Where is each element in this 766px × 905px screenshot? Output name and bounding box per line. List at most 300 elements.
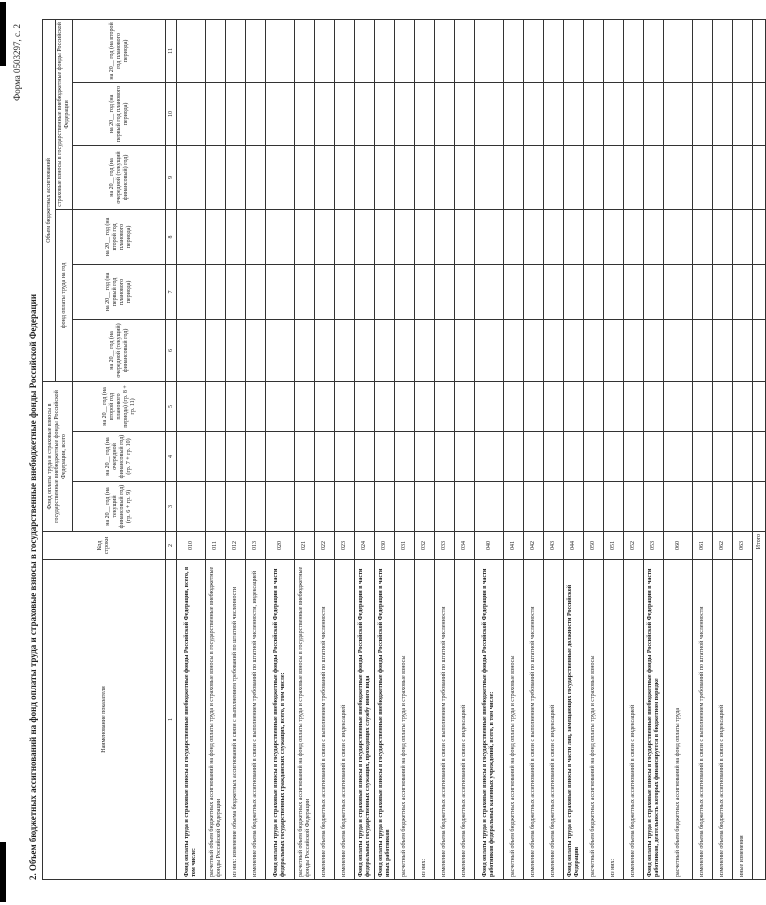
value-cell[interactable] (504, 209, 524, 264)
value-cell[interactable] (355, 381, 375, 431)
value-cell[interactable] (206, 264, 226, 319)
value-cell[interactable] (584, 82, 604, 145)
value-cell[interactable] (355, 19, 375, 82)
value-cell[interactable] (415, 145, 435, 209)
value-cell[interactable] (524, 145, 544, 209)
indicator-name: расчетный объем бюджетных ассигнований на фонд оплаты труда и страховые взносы в государственные внебюджетные фонды Российской Федерации (206, 560, 226, 880)
indicator-name: Фонд оплаты труда и страховые взносы в государственные внебюджетные фонды Российской Федерации в части работников, деятельность которых финансируется в бюджетном порядке (644, 560, 664, 880)
value-cell[interactable] (355, 82, 375, 145)
value-cell[interactable] (504, 381, 524, 431)
value-cell[interactable] (713, 482, 733, 532)
header-col7: на 20__ год (на первый год планового периода) (73, 264, 166, 319)
value-cell[interactable] (315, 432, 335, 482)
value-cell[interactable] (504, 482, 524, 532)
row-code: 024 (355, 532, 375, 560)
value-cell[interactable] (475, 209, 504, 264)
value-cell[interactable] (475, 82, 504, 145)
value-cell[interactable] (375, 381, 395, 431)
value-cell[interactable] (455, 145, 475, 209)
value-cell[interactable] (375, 145, 395, 209)
value-cell[interactable] (375, 264, 395, 319)
value-cell[interactable] (355, 145, 375, 209)
value-cell[interactable] (693, 432, 713, 482)
total-value-cell[interactable] (753, 264, 766, 319)
value-cell[interactable] (564, 482, 584, 532)
value-cell[interactable] (455, 82, 475, 145)
value-cell[interactable] (524, 319, 544, 381)
value-cell[interactable] (226, 319, 246, 381)
value-cell[interactable] (733, 264, 753, 319)
value-cell[interactable] (624, 264, 644, 319)
value-cell[interactable] (504, 82, 524, 145)
value-cell[interactable] (644, 82, 664, 145)
value-cell[interactable] (504, 319, 524, 381)
value-cell[interactable] (664, 82, 693, 145)
value-cell[interactable] (177, 432, 206, 482)
value-cell[interactable] (584, 145, 604, 209)
value-cell[interactable] (177, 264, 206, 319)
table-row (564, 19, 584, 879)
column-number: 2 (166, 532, 177, 560)
value-cell[interactable] (604, 432, 624, 482)
value-cell[interactable] (733, 19, 753, 82)
value-cell[interactable] (355, 482, 375, 532)
value-cell[interactable] (544, 264, 564, 319)
value-cell[interactable] (504, 145, 524, 209)
value-cell[interactable] (624, 432, 644, 482)
value-cell[interactable] (644, 381, 664, 431)
total-value-cell[interactable] (753, 209, 766, 264)
column-numbers-row (166, 19, 177, 879)
column-number: 4 (166, 432, 177, 482)
value-cell[interactable] (435, 19, 455, 82)
value-cell[interactable] (415, 19, 435, 82)
row-code: 012 (226, 532, 246, 560)
value-cell[interactable] (564, 82, 584, 145)
value-cell[interactable] (564, 19, 584, 82)
value-cell[interactable] (395, 209, 415, 264)
value-cell[interactable] (177, 209, 206, 264)
value-cell[interactable] (524, 482, 544, 532)
value-cell[interactable] (604, 381, 624, 431)
value-cell[interactable] (664, 19, 693, 82)
value-cell[interactable] (355, 209, 375, 264)
indicator-name: Фонд оплаты труда и страховые взносы в государственные внебюджетные фонды Российской Федерации, всего, в том числе: (177, 560, 206, 880)
header-code: Код строки (43, 532, 166, 560)
value-cell[interactable] (455, 381, 475, 431)
value-cell[interactable] (266, 209, 295, 264)
value-cell[interactable] (584, 381, 604, 431)
value-cell[interactable] (395, 82, 415, 145)
value-cell[interactable] (504, 432, 524, 482)
value-cell[interactable] (206, 381, 226, 431)
value-cell[interactable] (664, 381, 693, 431)
value-cell[interactable] (544, 432, 564, 482)
value-cell[interactable] (375, 432, 395, 482)
row-code: 053 (644, 532, 664, 560)
value-cell[interactable] (564, 264, 584, 319)
value-cell[interactable] (475, 381, 504, 431)
header-col3: на 20__ год (на текущий финансовый год) (гр. 6 + гр. 9) (73, 482, 166, 532)
value-cell[interactable] (475, 432, 504, 482)
value-cell[interactable] (315, 209, 335, 264)
header-col10: на 20__ год (на первый год планового периода) (73, 82, 166, 145)
header-col6: на 20__ год (на очередной (текущий) финансовый год) (73, 319, 166, 381)
value-cell[interactable] (295, 381, 315, 431)
value-cell[interactable] (335, 381, 355, 431)
value-cell[interactable] (584, 209, 604, 264)
row-code: 043 (544, 532, 564, 560)
value-cell[interactable] (206, 319, 226, 381)
value-cell[interactable] (226, 482, 246, 532)
value-cell[interactable] (733, 482, 753, 532)
value-cell[interactable] (564, 145, 584, 209)
value-cell[interactable] (226, 19, 246, 82)
value-cell[interactable] (604, 145, 624, 209)
value-cell[interactable] (544, 145, 564, 209)
value-cell[interactable] (295, 482, 315, 532)
value-cell[interactable] (415, 482, 435, 532)
table-body (177, 19, 766, 879)
total-value-cell[interactable] (753, 482, 766, 532)
value-cell[interactable] (544, 482, 564, 532)
value-cell[interactable] (664, 319, 693, 381)
value-cell[interactable] (395, 319, 415, 381)
value-cell[interactable] (544, 381, 564, 431)
header-col11: на 20__ год (на второй год планового периода) (73, 19, 166, 82)
value-cell[interactable] (335, 482, 355, 532)
value-cell[interactable] (355, 319, 375, 381)
value-cell[interactable] (693, 19, 713, 82)
value-cell[interactable] (584, 482, 604, 532)
value-cell[interactable] (335, 209, 355, 264)
value-cell[interactable] (713, 432, 733, 482)
value-cell[interactable] (435, 264, 455, 319)
value-cell[interactable] (266, 319, 295, 381)
value-cell[interactable] (644, 432, 664, 482)
value-cell[interactable] (584, 264, 604, 319)
value-cell[interactable] (524, 209, 544, 264)
value-cell[interactable] (226, 381, 246, 431)
value-cell[interactable] (315, 19, 335, 82)
value-cell[interactable] (295, 264, 315, 319)
table-row (266, 19, 295, 879)
total-value-cell[interactable] (753, 19, 766, 82)
value-cell[interactable] (206, 145, 226, 209)
value-cell[interactable] (693, 145, 713, 209)
table-row (395, 19, 415, 879)
value-cell[interactable] (266, 145, 295, 209)
value-cell[interactable] (455, 19, 475, 82)
column-number: 8 (166, 209, 177, 264)
value-cell[interactable] (713, 82, 733, 145)
row-code: 013 (246, 532, 266, 560)
row-code: 033 (435, 532, 455, 560)
value-cell[interactable] (177, 82, 206, 145)
value-cell[interactable] (713, 19, 733, 82)
value-cell[interactable] (524, 82, 544, 145)
total-value-cell[interactable] (753, 432, 766, 482)
total-value-cell[interactable] (753, 381, 766, 431)
value-cell[interactable] (524, 19, 544, 82)
header-indicator: Наименование показателя (43, 560, 166, 880)
value-cell[interactable] (713, 381, 733, 431)
value-cell[interactable] (584, 19, 604, 82)
value-cell[interactable] (435, 209, 455, 264)
indicator-name: изменение объема бюджетных ассигнований в связи с выполнением требований по штатной численности, индексацией (246, 560, 266, 880)
value-cell[interactable] (206, 82, 226, 145)
value-cell[interactable] (475, 319, 504, 381)
value-cell[interactable] (475, 264, 504, 319)
value-cell[interactable] (206, 209, 226, 264)
indicator-name: изменение объема бюджетных ассигнований в связи с индексацией (335, 560, 355, 880)
value-cell[interactable] (693, 381, 713, 431)
value-cell[interactable] (455, 319, 475, 381)
value-cell[interactable] (246, 319, 266, 381)
value-cell[interactable] (226, 145, 246, 209)
value-cell[interactable] (435, 432, 455, 482)
value-cell[interactable] (415, 432, 435, 482)
value-cell[interactable] (206, 482, 226, 532)
value-cell[interactable] (455, 482, 475, 532)
value-cell[interactable] (295, 145, 315, 209)
value-cell[interactable] (475, 482, 504, 532)
value-cell[interactable] (335, 319, 355, 381)
indicator-name: иные изменения (733, 560, 753, 880)
value-cell[interactable] (604, 82, 624, 145)
value-cell[interactable] (693, 209, 713, 264)
value-cell[interactable] (435, 381, 455, 431)
value-cell[interactable] (295, 82, 315, 145)
value-cell[interactable] (177, 319, 206, 381)
value-cell[interactable] (246, 381, 266, 431)
value-cell[interactable] (564, 319, 584, 381)
header-col8: на 20__ год (на второй год планового периода) (73, 209, 166, 264)
total-label: Итого (753, 532, 766, 880)
indicator-name: расчетный объем бюджетных ассигнований на фонд оплаты труда и страховые взносы (504, 560, 524, 880)
value-cell[interactable] (624, 381, 644, 431)
value-cell[interactable] (315, 264, 335, 319)
total-value-cell[interactable] (753, 145, 766, 209)
value-cell[interactable] (664, 432, 693, 482)
value-cell[interactable] (644, 145, 664, 209)
indicator-name: Фонд оплаты труда и страховые взносы в государственные внебюджетные фонды Российской Федерации в части работников федеральных казенных учреждений, всего, в том числе: (475, 560, 504, 880)
value-cell[interactable] (177, 19, 206, 82)
value-cell[interactable] (226, 264, 246, 319)
value-cell[interactable] (644, 19, 664, 82)
value-cell[interactable] (544, 19, 564, 82)
value-cell[interactable] (246, 482, 266, 532)
value-cell[interactable] (664, 482, 693, 532)
value-cell[interactable] (713, 319, 733, 381)
value-cell[interactable] (604, 19, 624, 82)
value-cell[interactable] (733, 432, 753, 482)
indicator-name: изменение объема бюджетных ассигнований в связи с выполнением требований по штатной численности (524, 560, 544, 880)
value-cell[interactable] (604, 482, 624, 532)
value-cell[interactable] (693, 82, 713, 145)
value-cell[interactable] (335, 432, 355, 482)
value-cell[interactable] (693, 482, 713, 532)
column-number: 1 (166, 560, 177, 880)
value-cell[interactable] (395, 264, 415, 319)
column-number: 6 (166, 319, 177, 381)
value-cell[interactable] (266, 82, 295, 145)
column-number: 5 (166, 381, 177, 431)
row-code: 011 (206, 532, 226, 560)
value-cell[interactable] (295, 209, 315, 264)
value-cell[interactable] (664, 209, 693, 264)
value-cell[interactable] (524, 264, 544, 319)
value-cell[interactable] (266, 264, 295, 319)
value-cell[interactable] (315, 82, 335, 145)
value-cell[interactable] (315, 381, 335, 431)
indicator-name: изменение объема бюджетных ассигнований в связи с индексацией (624, 560, 644, 880)
value-cell[interactable] (375, 319, 395, 381)
value-cell[interactable] (733, 82, 753, 145)
value-cell[interactable] (335, 264, 355, 319)
value-cell[interactable] (693, 264, 713, 319)
value-cell[interactable] (226, 82, 246, 145)
value-cell[interactable] (475, 145, 504, 209)
value-cell[interactable] (644, 319, 664, 381)
value-cell[interactable] (584, 319, 604, 381)
value-cell[interactable] (415, 381, 435, 431)
value-cell[interactable] (733, 381, 753, 431)
value-cell[interactable] (266, 432, 295, 482)
value-cell[interactable] (395, 432, 415, 482)
value-cell[interactable] (644, 209, 664, 264)
value-cell[interactable] (475, 19, 504, 82)
value-cell[interactable] (177, 145, 206, 209)
value-cell[interactable] (624, 82, 644, 145)
value-cell[interactable] (524, 381, 544, 431)
row-code: 030 (375, 532, 395, 560)
value-cell[interactable] (713, 145, 733, 209)
total-value-cell[interactable] (753, 319, 766, 381)
value-cell[interactable] (315, 482, 335, 532)
value-cell[interactable] (335, 19, 355, 82)
value-cell[interactable] (246, 19, 266, 82)
value-cell[interactable] (355, 264, 375, 319)
value-cell[interactable] (335, 145, 355, 209)
value-cell[interactable] (415, 319, 435, 381)
value-cell[interactable] (315, 145, 335, 209)
value-cell[interactable] (177, 381, 206, 431)
value-cell[interactable] (544, 82, 564, 145)
value-cell[interactable] (246, 432, 266, 482)
value-cell[interactable] (295, 432, 315, 482)
value-cell[interactable] (664, 145, 693, 209)
value-cell[interactable] (415, 264, 435, 319)
value-cell[interactable] (295, 19, 315, 82)
value-cell[interactable] (644, 482, 664, 532)
value-cell[interactable] (375, 19, 395, 82)
value-cell[interactable] (435, 482, 455, 532)
value-cell[interactable] (375, 82, 395, 145)
value-cell[interactable] (435, 145, 455, 209)
value-cell[interactable] (624, 319, 644, 381)
value-cell[interactable] (266, 381, 295, 431)
value-cell[interactable] (733, 145, 753, 209)
table-row (644, 19, 664, 879)
value-cell[interactable] (664, 264, 693, 319)
value-cell[interactable] (395, 145, 415, 209)
value-cell[interactable] (624, 209, 644, 264)
value-cell[interactable] (455, 264, 475, 319)
value-cell[interactable] (713, 209, 733, 264)
value-cell[interactable] (435, 82, 455, 145)
indicator-name: Фонд оплаты труда и страховые взносы в государственные внебюджетные фонды Российской Федерации в части иных работников (375, 560, 395, 880)
value-cell[interactable] (246, 264, 266, 319)
row-code: 021 (295, 532, 315, 560)
value-cell[interactable] (564, 432, 584, 482)
value-cell[interactable] (246, 145, 266, 209)
value-cell[interactable] (624, 19, 644, 82)
value-cell[interactable] (206, 19, 226, 82)
value-cell[interactable] (624, 482, 644, 532)
value-cell[interactable] (395, 381, 415, 431)
row-code: 062 (713, 532, 733, 560)
value-cell[interactable] (504, 264, 524, 319)
value-cell[interactable] (544, 319, 564, 381)
value-cell[interactable] (395, 19, 415, 82)
value-cell[interactable] (604, 264, 624, 319)
value-cell[interactable] (246, 82, 266, 145)
value-cell[interactable] (355, 432, 375, 482)
table-row (544, 19, 564, 879)
value-cell[interactable] (226, 209, 246, 264)
total-value-cell[interactable] (753, 82, 766, 145)
value-cell[interactable] (177, 482, 206, 532)
value-cell[interactable] (395, 482, 415, 532)
value-cell[interactable] (206, 432, 226, 482)
value-cell[interactable] (375, 209, 395, 264)
value-cell[interactable] (624, 145, 644, 209)
value-cell[interactable] (455, 432, 475, 482)
value-cell[interactable] (335, 82, 355, 145)
value-cell[interactable] (315, 319, 335, 381)
value-cell[interactable] (375, 482, 395, 532)
value-cell[interactable] (435, 319, 455, 381)
value-cell[interactable] (524, 432, 544, 482)
value-cell[interactable] (713, 264, 733, 319)
value-cell[interactable] (544, 209, 564, 264)
value-cell[interactable] (226, 432, 246, 482)
value-cell[interactable] (266, 482, 295, 532)
row-code: 010 (177, 532, 206, 560)
value-cell[interactable] (266, 19, 295, 82)
scan-edge-mark-top (0, 2, 6, 66)
value-cell[interactable] (733, 209, 753, 264)
value-cell[interactable] (644, 264, 664, 319)
value-cell[interactable] (415, 82, 435, 145)
value-cell[interactable] (564, 381, 584, 431)
value-cell[interactable] (604, 209, 624, 264)
value-cell[interactable] (733, 319, 753, 381)
value-cell[interactable] (564, 209, 584, 264)
value-cell[interactable] (604, 319, 624, 381)
value-cell[interactable] (415, 209, 435, 264)
value-cell[interactable] (246, 209, 266, 264)
table-row (206, 19, 226, 879)
value-cell[interactable] (295, 319, 315, 381)
budget-table (42, 19, 766, 880)
value-cell[interactable] (504, 19, 524, 82)
row-code: 022 (315, 532, 335, 560)
value-cell[interactable] (584, 432, 604, 482)
value-cell[interactable] (693, 319, 713, 381)
value-cell[interactable] (455, 209, 475, 264)
